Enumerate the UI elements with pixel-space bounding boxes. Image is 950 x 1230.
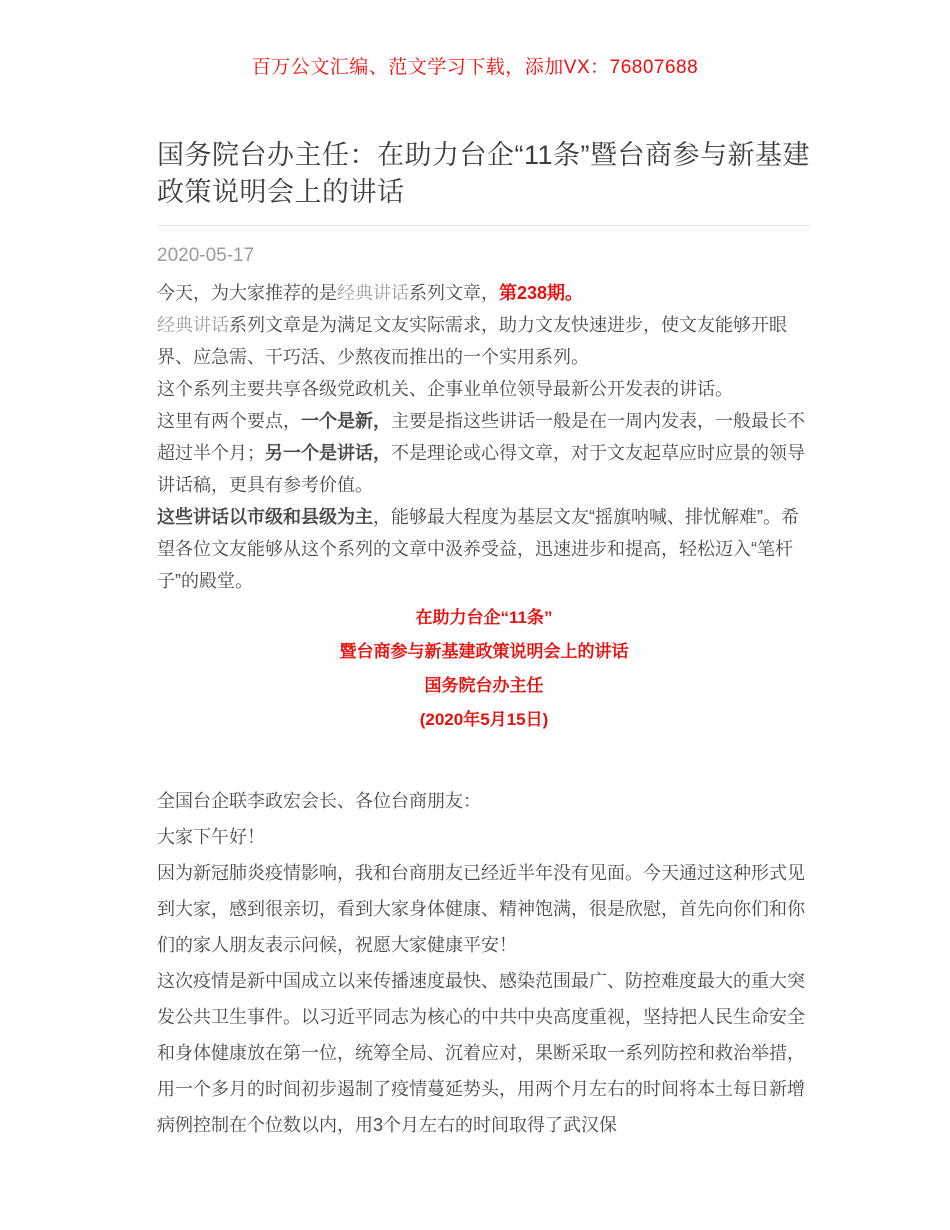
speech-paragraph: 大家下午好！ [157,827,265,847]
publish-date: 2020-05-17 [157,245,255,266]
text-segment: 一个是新， [301,411,391,431]
text-segment: 这里有两个要点， [157,411,301,431]
text-segment: 经典讲话 [337,283,409,303]
speech-paragraph: 全国台企联李政宏会长、各位台商朋友： [157,791,481,811]
text-segment: 主要是指这些讲话一般是在一周内发表，一般最长不超过半个月； [157,411,805,463]
speech-heading-line: 国务院台办主任 [424,676,544,695]
intro-section [157,277,811,597]
text-segment: ，能够最大程度为基层文友“摇旗呐喊、排忧解难”。希望各位文友能够从这个系列的文章中汲养受益，迅速进步和提高，轻松迈入“笔杆子”的殿堂。 [157,507,799,591]
text-segment: 系列文章， [409,283,499,303]
intro-paragraph [157,277,811,309]
speech-heading-block [157,601,811,737]
text-segment: 系列文章是为满足文友实际需求，助力文友快速进步，使文友能够开眼界、应急需、干巧活、少熬夜而推出的一个实用系列。 [157,315,787,367]
text-segment: 这些讲话以市级和县级为主 [157,507,373,527]
speech-paragraph: 因为新冠肺炎疫情影响，我和台商朋友已经近半年没有见面。今天通过这种形式见到大家，感到很亲切，看到大家身体健康、精神饱满，很是欣慰，首先向你们和你们的家人朋友表示问候，祝愿大家健康平安！ [157,863,805,955]
speech-paragraph: 这次疫情是新中国成立以来传播速度最快、感染范围最广、防控难度最大的重大突发公共卫生事件。以习近平同志为核心的中共中央高度重视，坚持把人民生命安全和身体健康放在第一位，统筹全局、沉着应对，果断采取一系列防控和救治举措，用一个多月的时间初步遏制了疫情蔓延势头，用两个月左右的时间将本土每日新增病例控制在个位数以内，用3个月左右的时间取得了武汉保 [157,971,805,1135]
title-divider [157,225,811,226]
speech-heading-line: 暨台商参与新基建政策说明会上的讲话 [339,642,629,661]
intro-paragraph [157,373,811,405]
text-segment: 第238期。 [499,283,584,303]
article [157,137,811,1143]
intro-paragraph [157,405,811,501]
promo-banner: 百万公文汇编、范文学习下载，添加VX：76807688 [251,57,699,78]
speech-heading-line: 在助力台企“11条” [415,608,553,627]
speech-body [157,783,811,1143]
text-segment: 今天，为大家推荐的是 [157,283,337,303]
intro-paragraph [157,501,811,597]
text-segment: 另一个是讲话， [265,443,391,463]
intro-paragraph [157,309,811,373]
speech-heading-line: (2020年5月15日) [419,710,549,729]
article-title: 国务院台办主任：在助力台企“11条”暨台商参与新基建政策说明会上的讲话 [157,140,811,207]
text-segment: 这个系列主要共享各级党政机关、企事业单位领导最新公开发表的讲话。 [157,379,733,399]
text-segment: 经典讲话 [157,315,229,335]
text-segment: 不是理论或心得文章，对于文友起草应时应景的领导讲话稿，更具有参考价值。 [157,443,805,495]
